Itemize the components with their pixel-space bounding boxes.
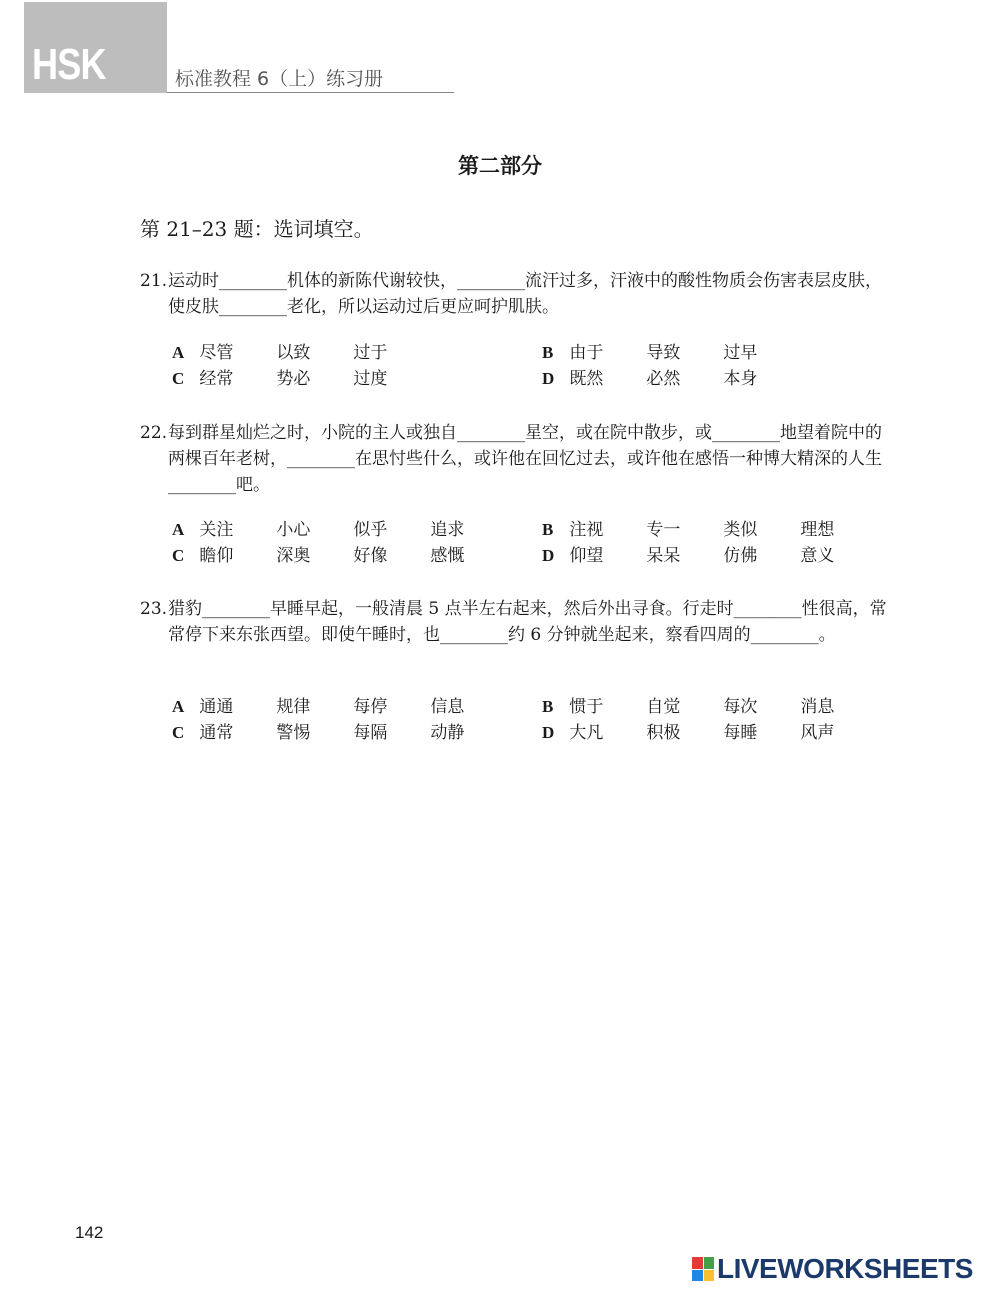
- option-word: 深奥: [276, 546, 311, 566]
- option-word: 势必: [276, 369, 311, 389]
- option-word: 尽管: [199, 343, 234, 363]
- option-word: 警惕: [276, 723, 311, 743]
- option-a[interactable]: [172, 692, 507, 717]
- question-text: 猎豹________早睡早起，一般清晨 5 点半左右起来，然后外出寻食。行走时________性很高，常常停下来东张西望。即使午睡时，也________约 6 分钟就坐起来，察看四周的________。: [168, 599, 887, 645]
- liveworksheets-logo-text: LIVEWORKSHEETS: [717, 1253, 973, 1284]
- liveworksheets-logo-icon: [692, 1257, 714, 1281]
- option-word: 通常: [199, 723, 234, 743]
- option-word: 既然: [569, 369, 604, 389]
- question-number: 22.: [140, 423, 168, 443]
- option-letter: A: [172, 697, 185, 716]
- header-brand: HSK: [32, 40, 106, 89]
- option-word: 通通: [199, 697, 234, 717]
- option-letter: C: [172, 546, 185, 565]
- question-23: [140, 596, 890, 648]
- page-number: 142: [75, 1223, 104, 1242]
- option-word: 本身: [723, 369, 758, 389]
- question-number: 21.: [140, 271, 168, 291]
- option-word: 惯于: [569, 697, 604, 717]
- liveworksheets-logo[interactable]: [692, 1252, 973, 1286]
- instruction: 第 21–23 题：选词填空。: [140, 217, 374, 241]
- option-letter: C: [172, 369, 185, 388]
- option-c[interactable]: [172, 541, 507, 566]
- header-title: 标准教程 6（上）练习册: [175, 68, 384, 90]
- option-word: 积极: [646, 723, 681, 743]
- option-word: 感慨: [430, 546, 465, 566]
- option-d[interactable]: [542, 364, 800, 389]
- option-d[interactable]: [542, 718, 877, 743]
- question-21: [140, 268, 890, 320]
- option-a[interactable]: [172, 338, 430, 363]
- option-word: 关注: [199, 520, 234, 540]
- option-word: 必然: [646, 369, 681, 389]
- option-word: 过度: [353, 369, 388, 389]
- option-word: 经常: [199, 369, 234, 389]
- option-word: 自觉: [646, 697, 681, 717]
- question-22: [140, 420, 890, 498]
- option-word: 注视: [569, 520, 604, 540]
- option-word: 每隔: [353, 723, 388, 743]
- option-word: 规律: [276, 697, 311, 717]
- option-word: 呆呆: [646, 546, 681, 566]
- option-word: 大凡: [569, 723, 604, 743]
- header-rule: [167, 92, 454, 93]
- option-word: 导致: [646, 343, 681, 363]
- option-word: 每次: [723, 697, 758, 717]
- option-letter: C: [172, 723, 185, 742]
- option-word: 专一: [646, 520, 681, 540]
- option-letter: D: [542, 546, 555, 565]
- option-b[interactable]: [542, 515, 877, 540]
- option-c[interactable]: [172, 718, 507, 743]
- option-a[interactable]: [172, 515, 507, 540]
- option-word: 意义: [800, 546, 835, 566]
- section-title: 第二部分: [458, 153, 542, 178]
- option-b[interactable]: [542, 692, 877, 717]
- option-d[interactable]: [542, 541, 877, 566]
- option-word: 信息: [430, 697, 465, 717]
- option-b[interactable]: [542, 338, 800, 363]
- option-word: 以致: [276, 343, 311, 363]
- option-letter: B: [542, 343, 554, 362]
- option-word: 过早: [723, 343, 758, 363]
- option-word: 理想: [800, 520, 835, 540]
- option-word: 过于: [353, 343, 388, 363]
- option-word: 每停: [353, 697, 388, 717]
- option-word: 仰望: [569, 546, 604, 566]
- option-word: 仿佛: [723, 546, 758, 566]
- question-text: 每到群星灿烂之时，小院的主人或独自________星空，或在院中散步，或________地望着院中的两棵百年老树，________在思忖些什么，或许他在回忆过去，或许他在感悟一种博大精深的人生________吧。: [168, 423, 882, 495]
- option-word: 动静: [430, 723, 465, 743]
- option-letter: A: [172, 520, 185, 539]
- option-word: 瞻仰: [199, 546, 234, 566]
- option-word: 小心: [276, 520, 311, 540]
- option-word: 追求: [430, 520, 465, 540]
- option-letter: D: [542, 369, 555, 388]
- option-word: 消息: [800, 697, 835, 717]
- option-letter: B: [542, 520, 554, 539]
- option-word: 由于: [569, 343, 604, 363]
- option-letter: A: [172, 343, 185, 362]
- option-word: 风声: [800, 723, 835, 743]
- question-number: 23.: [140, 599, 168, 619]
- option-word: 每睡: [723, 723, 758, 743]
- option-c[interactable]: [172, 364, 430, 389]
- question-text: 运动时________机体的新陈代谢较快，________流汗过多，汗液中的酸性物质会伤害表层皮肤，使皮肤________老化，所以运动过后更应呵护肌肤。: [168, 271, 882, 317]
- option-letter: D: [542, 723, 555, 742]
- option-word: 类似: [723, 520, 758, 540]
- option-word: 好像: [353, 546, 388, 566]
- option-word: 似乎: [353, 520, 388, 540]
- option-letter: B: [542, 697, 554, 716]
